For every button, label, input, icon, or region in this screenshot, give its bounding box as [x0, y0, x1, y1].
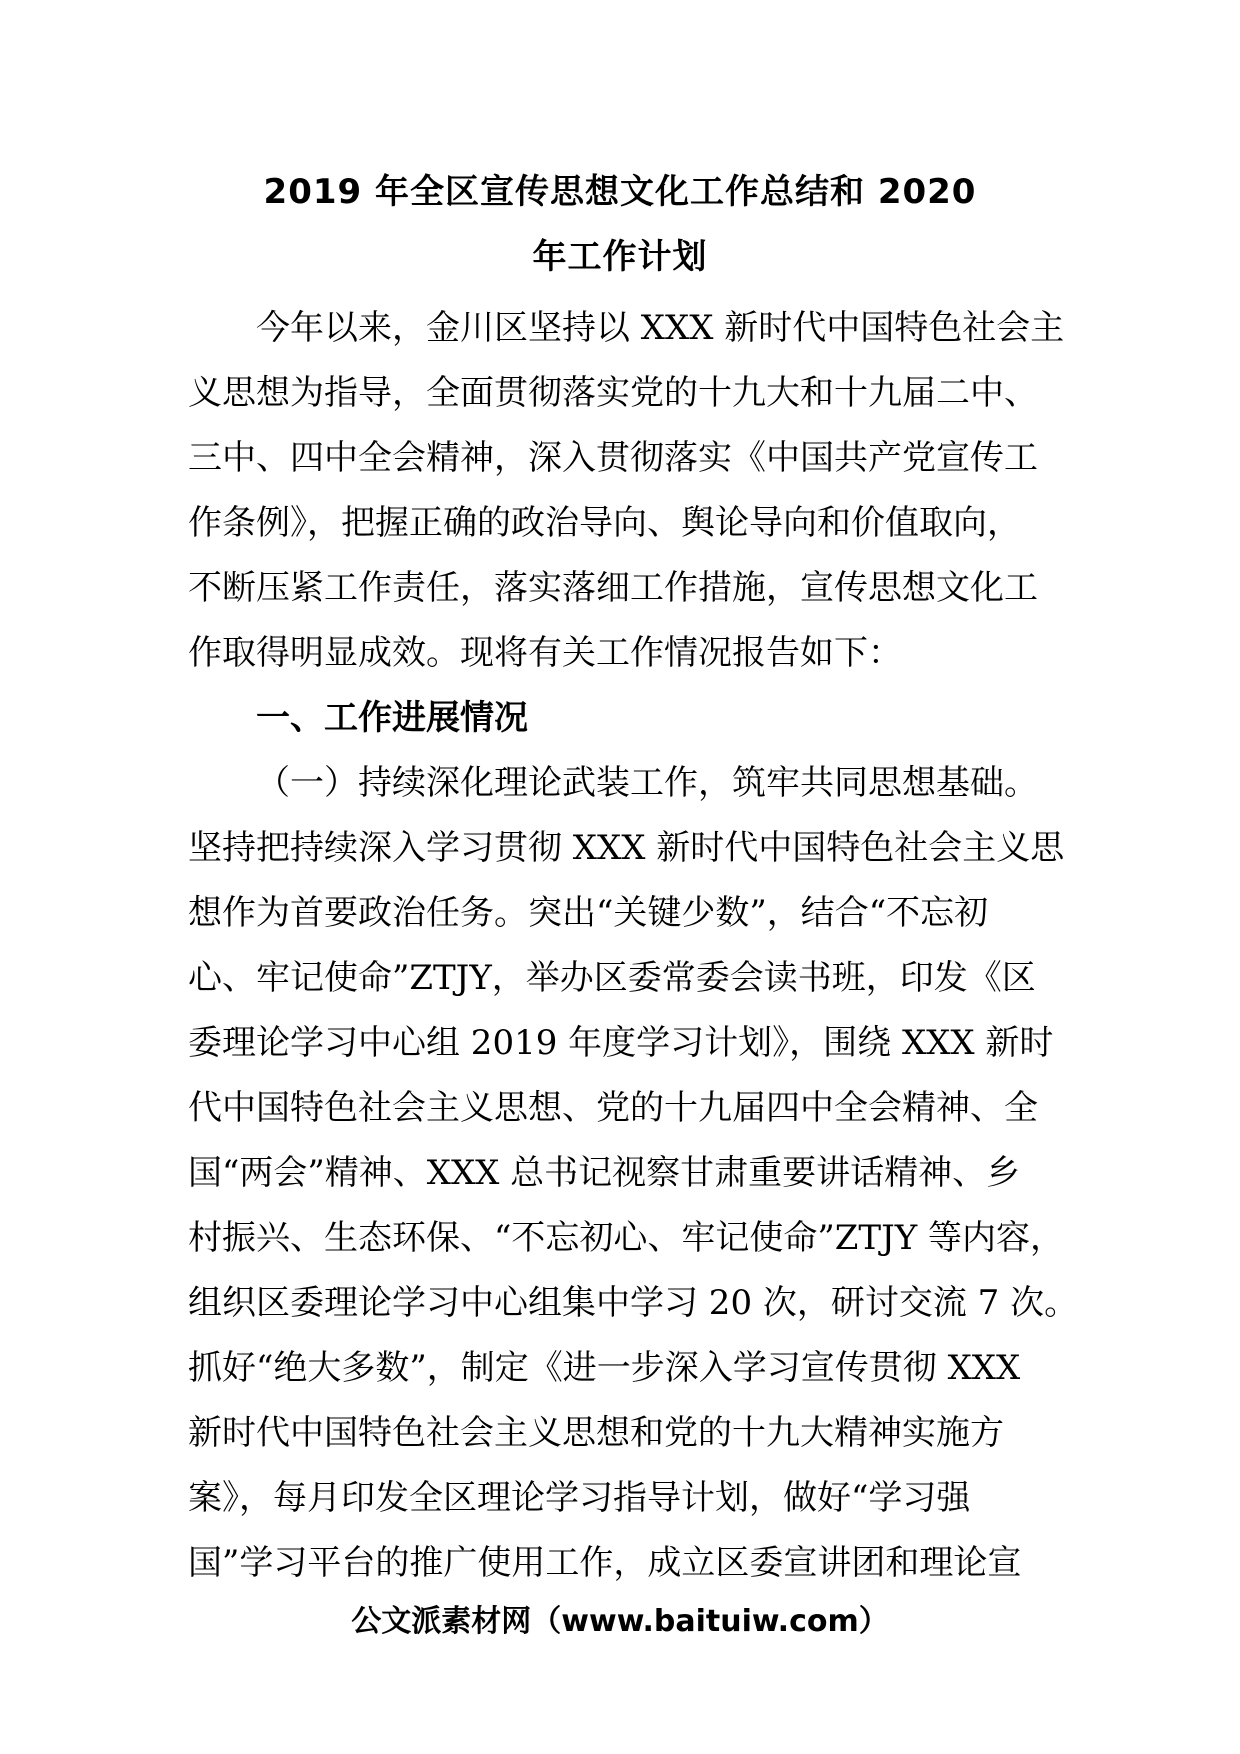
title-line-2: 年工作计划 [532, 237, 708, 277]
paragraph-intro-line: 不断压紧工作责任，落实落细工作措施，宣传思想文化工 [188, 568, 1038, 608]
paragraph-line: 案》，每月印发全区理论学习指导计划，做好“学习强 [188, 1478, 971, 1518]
paragraph-line: 代中国特色社会主义思想、党的十九届四中全会精神、全 [188, 1088, 1038, 1128]
paragraph-intro-line: 今年以来，金川区坚持以 XXX 新时代中国特色社会主 [256, 308, 1065, 348]
title-line-1: 2019 年全区宣传思想文化工作总结和 2020 [263, 172, 977, 212]
paragraph-line: 抓好“绝大多数”，制定《进一步深入学习宣传贯彻 XXX [188, 1348, 1021, 1388]
paragraph-line: 想作为首要政治任务。突出“关键少数”，结合“不忘初 [188, 893, 989, 933]
paragraph-intro-line: 义思想为指导，全面贯彻落实党的十九大和十九届二中、 [188, 373, 1038, 413]
paragraph-line: 组织区委理论学习中心组集中学习 20 次，研讨交流 7 次。 [188, 1283, 1079, 1323]
section-heading: 一、工作进展情况 [256, 698, 528, 738]
document-body [188, 296, 1079, 1596]
paragraph-line: 村振兴、生态环保、“不忘初心、牢记使命”ZTJY 等内容， [188, 1218, 1064, 1258]
paragraph-intro-line: 作条例》，把握正确的政治导向、舆论导向和价值取向， [188, 503, 1021, 543]
paragraph-line: 国“两会”精神、XXX 总书记视察甘肃重要讲话精神、乡 [188, 1153, 1021, 1193]
paragraph-line: 坚持把持续深入学习贯彻 XXX 新时代中国特色社会主义思 [188, 828, 1065, 868]
document-title [180, 160, 1060, 290]
footer-source: 公文派素材网（www.baituiw.com） [351, 1604, 889, 1639]
paragraph-intro-line: 作取得明显成效。现将有关工作情况报告如下： [188, 633, 902, 673]
paragraph-line: 国”学习平台的推广使用工作，成立区委宣讲团和理论宣 [188, 1543, 1022, 1583]
paragraph-line: 委理论学习中心组 2019 年度学习计划》，围绕 XXX 新时 [188, 1023, 1054, 1063]
subsection-heading: （一）持续深化理论武装工作，筑牢共同思想基础。 [256, 763, 1038, 803]
paragraph-line: 新时代中国特色社会主义思想和党的十九大精神实施方 [188, 1413, 1004, 1453]
paragraph-intro-line: 三中、四中全会精神，深入贯彻落实《中国共产党宣传工 [188, 438, 1038, 478]
paragraph-line: 心、牢记使命”ZTJY，举办区委常委会读书班，印发《区 [188, 958, 1036, 998]
